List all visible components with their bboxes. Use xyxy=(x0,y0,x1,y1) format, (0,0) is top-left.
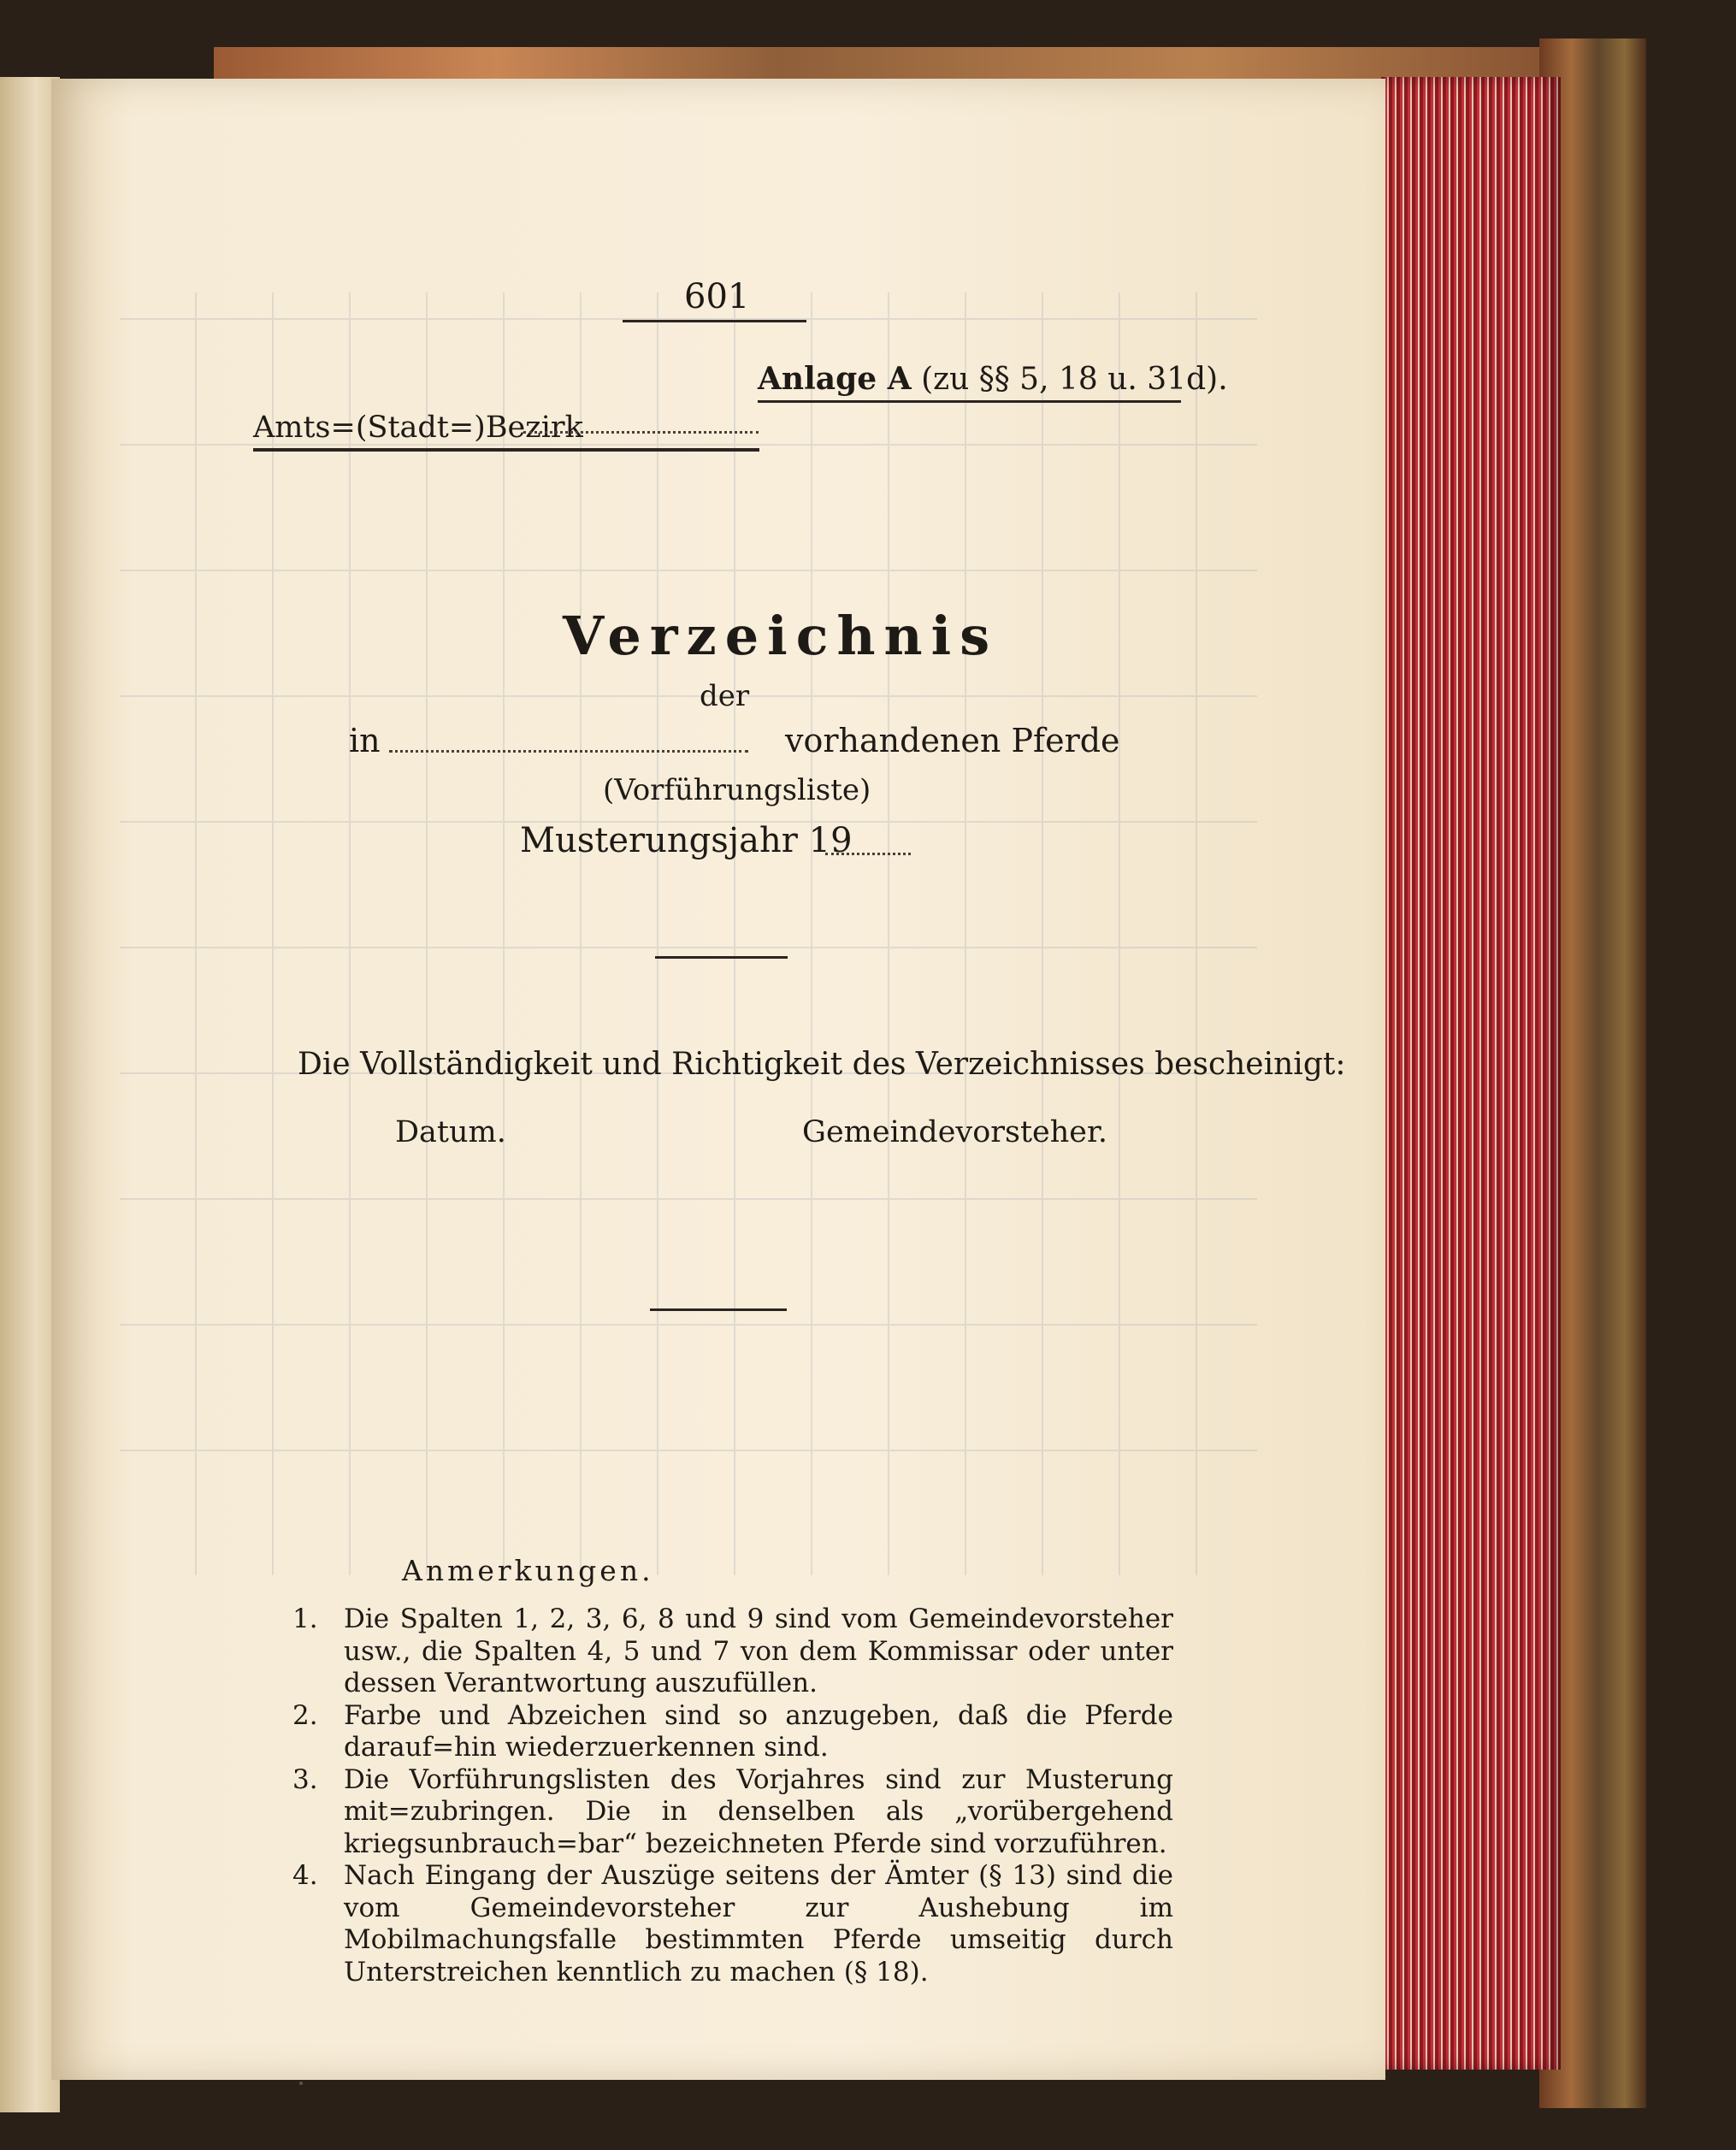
document-title: Verzeichnis xyxy=(563,605,999,667)
in-label: in xyxy=(349,722,381,759)
note-number: 2. xyxy=(292,1699,318,1731)
anlage-label: Anlage A xyxy=(758,361,912,397)
anlage-underline xyxy=(758,400,1181,403)
show-through-grid xyxy=(120,292,1257,1575)
bezirk-label: Amts=(Stadt=)Bezirk xyxy=(253,411,583,445)
page-edges-red xyxy=(1381,77,1561,2070)
note-item xyxy=(292,1860,1173,1988)
certification-text: Die Vollständigkeit und Richtigkeit des Verzeichnisses bescheinigt: xyxy=(298,1047,1346,1082)
separator-rule xyxy=(655,956,788,959)
bezirk-underline xyxy=(253,448,759,452)
note-item xyxy=(292,1764,1173,1861)
note-number: 3. xyxy=(292,1763,318,1795)
vorhandenen-pferde: vorhandenen Pferde xyxy=(785,722,1120,759)
ink-speck xyxy=(299,2082,303,2085)
separator-rule xyxy=(650,1308,787,1311)
page-number-rule xyxy=(623,320,806,322)
note-text: Farbe und Abzeichen sind so anzugeben, daß die Pferde darauf=hin wiederzuerkennen sind. xyxy=(344,1699,1173,1763)
place-fill-line xyxy=(389,750,748,753)
subtitle-der: der xyxy=(700,679,750,713)
document-page xyxy=(51,79,1385,2080)
musterungsjahr: Musterungsjahr 19 xyxy=(520,821,853,860)
notes-list xyxy=(292,1604,1173,1988)
anlage-heading xyxy=(758,361,1228,397)
note-text: Die Spalten 1, 2, 3, 6, 8 und 9 sind vom Gemeindevorsteher usw., die Spalten 4, 5 und 7 von dem Kommissar oder unter dessen Verantwortung auszufüllen. xyxy=(344,1604,1173,1698)
vorfuehrungsliste: (Vorführungsliste) xyxy=(603,773,871,807)
year-fill-line xyxy=(825,853,911,855)
note-number: 1. xyxy=(292,1604,318,1634)
note-item xyxy=(292,1604,1173,1700)
note-text: Die Vorführungslisten des Vorjahres sind zur Musterung mit=zubringen. Die in denselben als „vorübergehend kriegsunbrauch=bar“ bezeichneten Pferde sind vorzuführen. xyxy=(344,1763,1173,1859)
gemeindevorsteher-label: Gemeindevorsteher. xyxy=(802,1115,1108,1149)
anmerkungen-heading: Anmerkungen. xyxy=(402,1554,654,1587)
page-number: 601 xyxy=(684,277,750,316)
note-item xyxy=(292,1700,1173,1764)
note-number: 4. xyxy=(292,1860,318,1891)
anlage-reference: (zu §§ 5, 18 u. 31d). xyxy=(911,362,1228,397)
bezirk-fill-line xyxy=(523,431,759,434)
note-text: Nach Eingang der Auszüge seitens der Ämter (§ 13) sind die vom Gemeindevorsteher zur Aushebung im Mobilmachungsfalle bestimmten Pferde umseitig durch Unterstreichen kenntlich zu machen (§ 18). xyxy=(344,1860,1173,1988)
datum-label: Datum. xyxy=(395,1115,506,1149)
